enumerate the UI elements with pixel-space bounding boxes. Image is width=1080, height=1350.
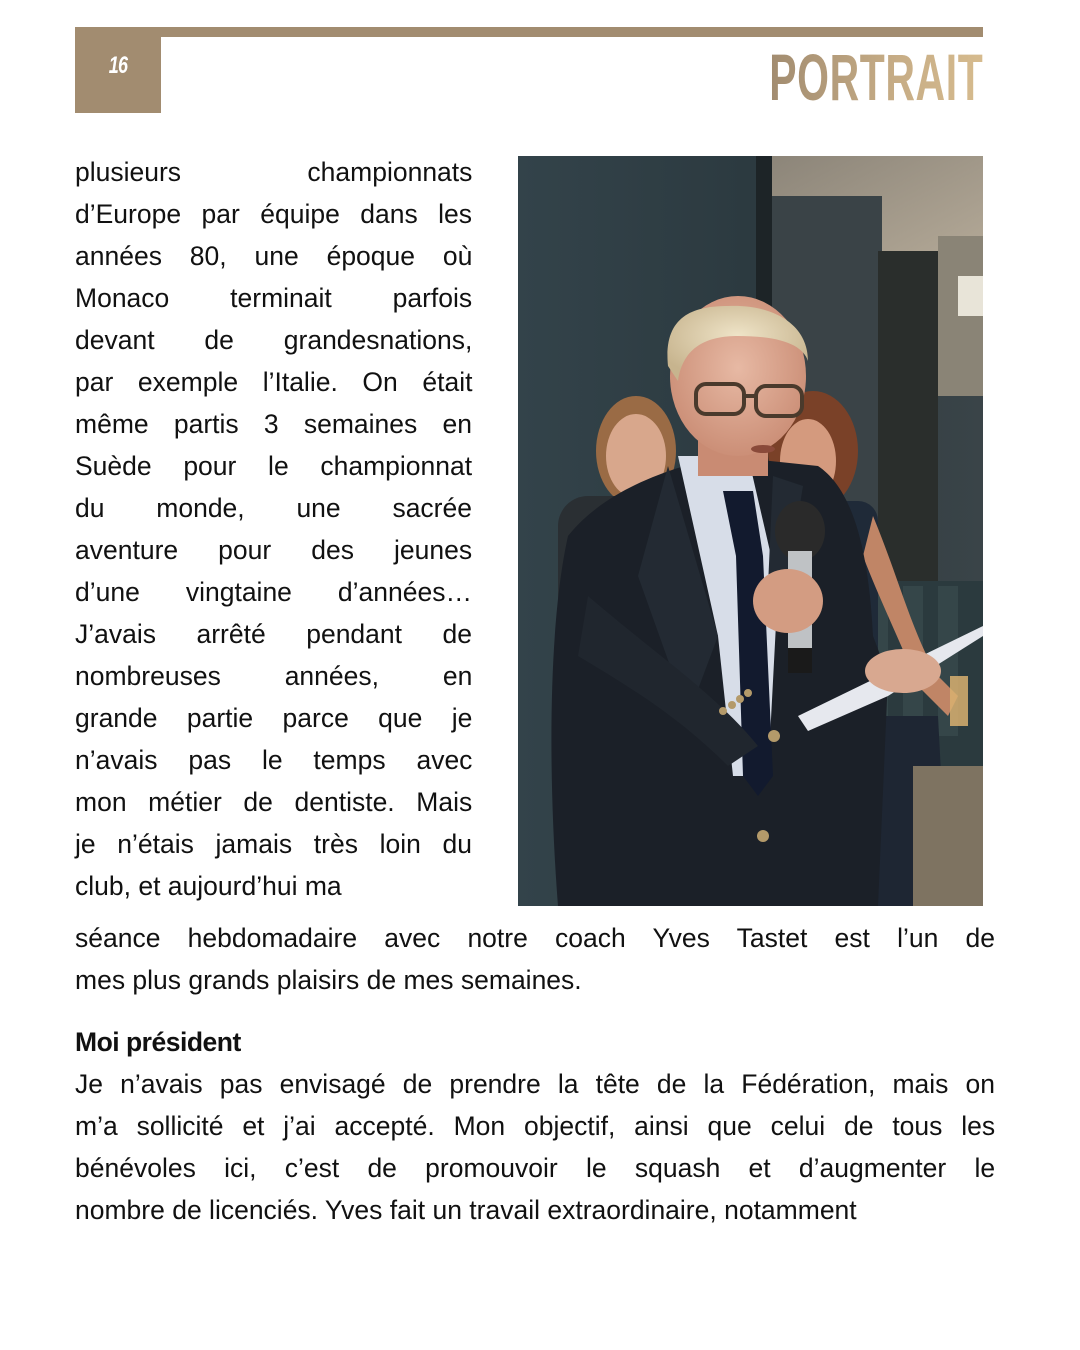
text-line: Je n’avais pas envisagé de prendre la tête de la Fédération, mais on	[75, 1069, 995, 1099]
text-line: d’Europe par équipe dans les	[75, 199, 472, 229]
text-line: du monde, une sacrée	[75, 493, 472, 523]
portrait-photo	[518, 156, 983, 906]
text-line: par exemple l’Italie. On était	[75, 367, 473, 397]
text-line: bénévoles ici, c’est de promouvoir le squash et d’augmenter le	[75, 1153, 996, 1183]
text-line: Suède pour le championnat	[75, 451, 473, 481]
text-line: même partis 3 semaines en	[75, 409, 472, 439]
text-line: mon métier de dentiste. Mais	[75, 787, 473, 817]
text-line: n’avais pas le temps avec	[75, 745, 473, 775]
text-line: grande partie parce que je	[75, 703, 473, 733]
text-line: Monaco terminait parfois	[75, 283, 473, 313]
article-continuation	[75, 917, 995, 1001]
text-line: nombreuses années, en	[75, 661, 473, 691]
text-line: d’une vingtaine d’années…	[75, 577, 472, 607]
text-line: séance hebdomadaire avec notre coach Yves Tastet est l’un de	[75, 923, 995, 953]
text-line: mes plus grands plaisirs de mes semaines.	[75, 965, 582, 995]
text-line: m’a sollicité et j’ai accepté. Mon objectif, ainsi que celui de tous les	[75, 1111, 996, 1141]
header-rule	[75, 27, 983, 37]
text-line: plusieurs championnats	[75, 157, 473, 187]
section-title: PORTRAIT	[768, 40, 983, 114]
text-line: je n’étais jamais très loin du	[75, 829, 472, 859]
page-number: 16	[108, 52, 128, 79]
section-body	[75, 1063, 995, 1231]
text-line: années 80, une époque où	[75, 241, 473, 271]
page-number-box	[75, 27, 161, 113]
text-line: J’avais arrêté pendant de	[75, 619, 472, 649]
text-line: nombre de licenciés. Yves fait un travail extraordinaire, notamment	[75, 1195, 857, 1225]
text-line: devant de grandesnations,	[75, 325, 473, 355]
section-heading: Moi président	[75, 1027, 241, 1057]
article-column-text	[75, 151, 472, 907]
text-line: club, et aujourd’hui ma	[75, 871, 342, 901]
text-line: aventure pour des jeunes	[75, 535, 473, 565]
